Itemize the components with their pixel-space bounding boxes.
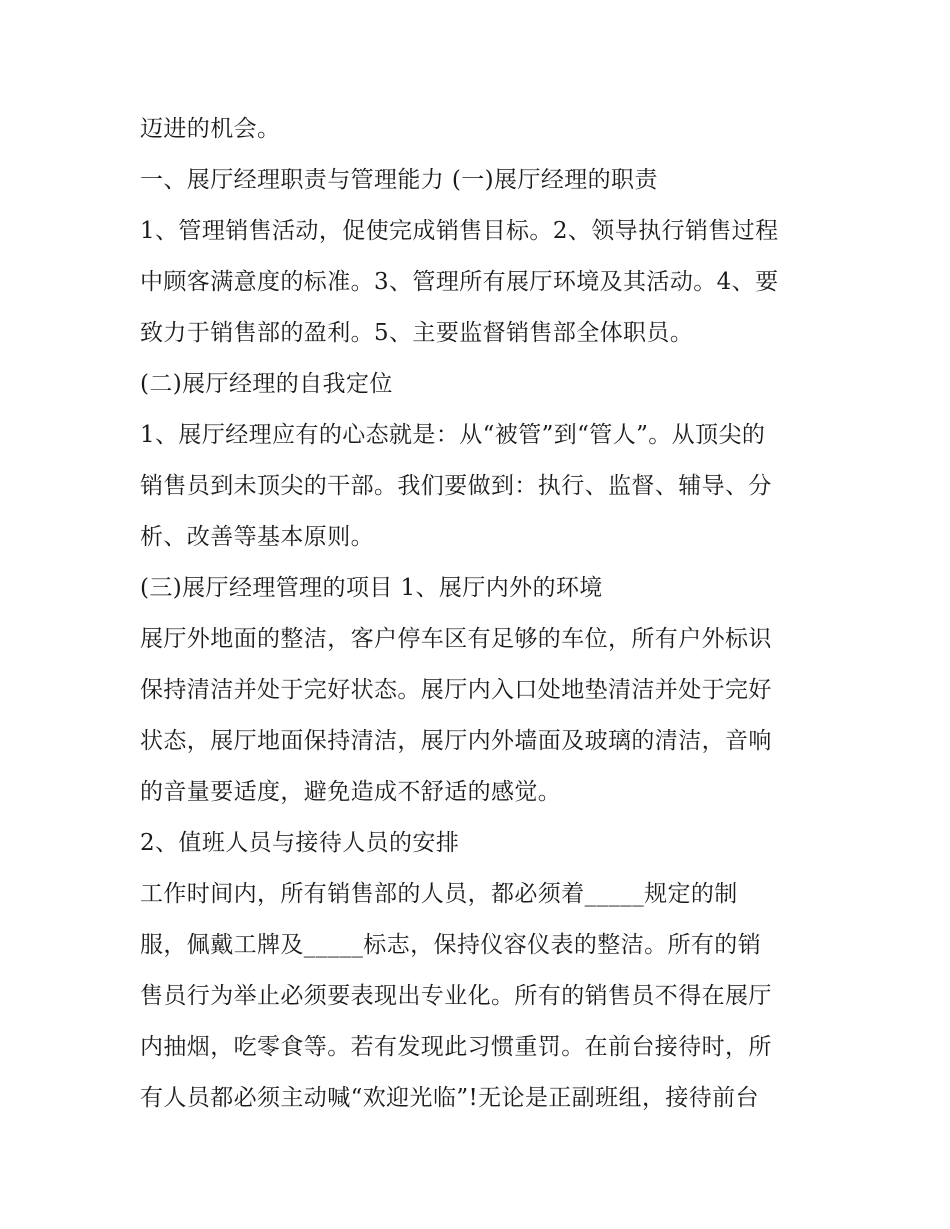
text-line-13: 状态，展厅地面保持清洁，展厅内外墙面及玻璃的清洁，音响: [140, 728, 772, 754]
section-heading-4: 2、值班人员与接待人员的安排: [140, 830, 460, 856]
text-line-4: 中顾客满意度的标准。3、管理所有展厅环境及其活动。4、要: [140, 269, 779, 295]
text-line-17: 服，佩戴工牌及_____标志，保持仪容仪表的整洁。所有的销: [140, 932, 762, 958]
text-line-12: 保持清洁并处于完好状态。展厅内入口处地垫清洁并处于完好: [140, 677, 772, 703]
section-heading-2: (二)展厅经理的自我定位: [140, 371, 393, 397]
section-heading-1: 一、展厅经理职责与管理能力 (一)展厅经理的职责: [140, 167, 658, 193]
text-line-3: 1、管理销售活动，促使完成销售目标。2、领导执行销售过程: [140, 218, 779, 244]
text-line-11: 展厅外地面的整洁，客户停车区有足够的车位，所有户外标识: [140, 626, 772, 652]
text-line-16: 工作时间内，所有销售部的人员，都必须着_____规定的制: [140, 881, 738, 907]
text-line-7: 1、展厅经理应有的心态就是：从“被管”到“管人”。从顶尖的: [140, 422, 766, 448]
section-heading-3: (三)展厅经理管理的项目 1、展厅内外的环境: [140, 575, 603, 601]
text-line-20: 有人员都必须主动喊“欢迎光临”!无论是正副班组，接待前台: [140, 1085, 759, 1111]
text-line-9: 析、改善等基本原则。: [140, 524, 374, 550]
text-line-19: 内抽烟，吃零食等。若有发现此习惯重罚。在前台接待时，所: [140, 1034, 772, 1060]
text-line-8: 销售员到未顶尖的干部。我们要做到：执行、监督、辅导、分: [140, 473, 772, 499]
text-line-18: 售员行为举止必须要表现出专业化。所有的销售员不得在展厅: [140, 983, 772, 1009]
text-line-14: 的音量要适度，避免造成不舒适的感觉。: [140, 779, 562, 805]
body-text: [140, 104, 830, 1124]
text-line-1: 迈进的机会。: [140, 116, 281, 142]
text-line-5: 致力于销售部的盈利。5、主要监督销售部全体职员。: [140, 320, 694, 346]
